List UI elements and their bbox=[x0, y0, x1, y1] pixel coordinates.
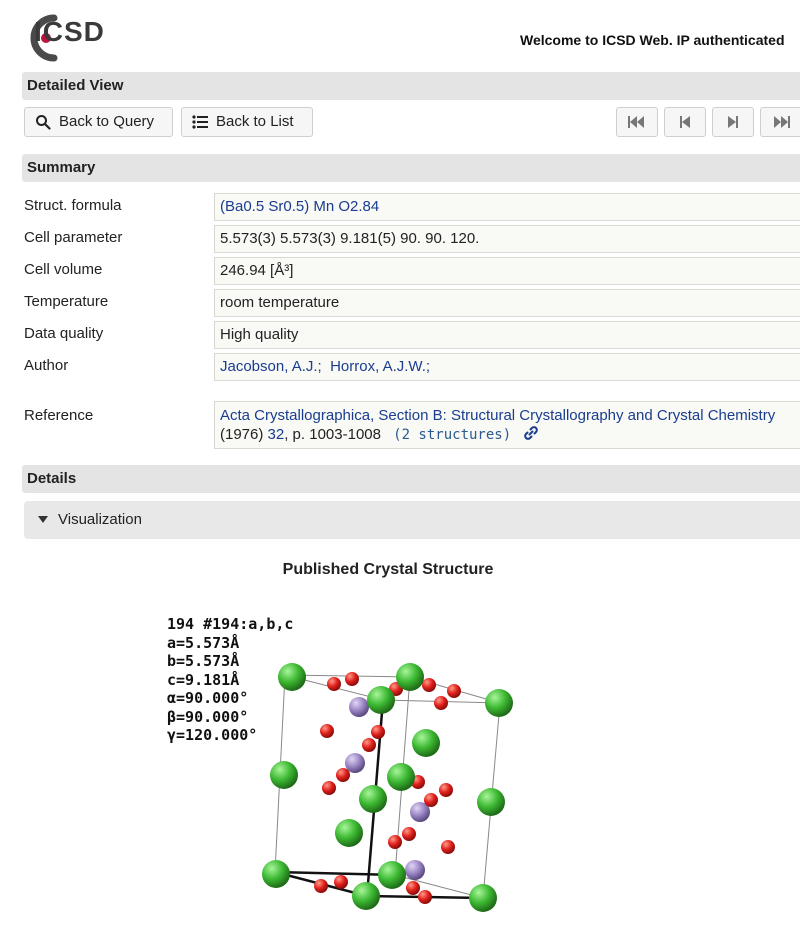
author-link-2[interactable]: Horrox, A.J.W.; bbox=[330, 358, 431, 375]
space-group-text: 194 #194:a,b,c bbox=[167, 615, 294, 633]
cell-volume-value: 246.94 [Å³] bbox=[214, 257, 800, 285]
previous-page-button[interactable] bbox=[664, 107, 706, 137]
details-header: Details bbox=[22, 465, 800, 493]
oxygen-atom bbox=[371, 725, 385, 739]
list-icon bbox=[192, 115, 208, 129]
visualization-title: Published Crystal Structure bbox=[282, 561, 494, 578]
oxygen-atom bbox=[362, 738, 376, 752]
manganese-atom bbox=[345, 753, 365, 773]
last-page-button[interactable] bbox=[760, 107, 800, 137]
visualization-toggle[interactable] bbox=[24, 501, 800, 539]
oxygen-atom bbox=[320, 724, 334, 738]
struct-formula-value[interactable]: (Ba0.5 Sr0.5) Mn O2.84 bbox=[214, 193, 800, 221]
last-page-icon bbox=[772, 116, 790, 128]
atoms-group bbox=[262, 663, 513, 912]
temperature-label: Temperature bbox=[24, 293, 109, 310]
oxygen-atom bbox=[345, 672, 359, 686]
previous-page-icon bbox=[679, 116, 691, 128]
oxygen-atom bbox=[388, 835, 402, 849]
author-link-1[interactable]: Jacobson, A.J.; bbox=[220, 358, 322, 375]
cell-a-text: a=5.573Å bbox=[167, 633, 240, 652]
oxygen-atom bbox=[447, 684, 461, 698]
brand-name: ICSD bbox=[34, 16, 105, 47]
link-icon[interactable] bbox=[523, 425, 539, 441]
temperature-value: room temperature bbox=[214, 289, 800, 317]
first-page-icon bbox=[628, 116, 646, 128]
cell-parameter-value: 5.573(3) 5.573(3) 9.181(5) 90. 90. 120. bbox=[214, 225, 800, 253]
oxygen-atom bbox=[327, 677, 341, 691]
next-page-icon bbox=[727, 116, 739, 128]
cell-parameter-label: Cell parameter bbox=[24, 229, 123, 246]
cation-atom bbox=[469, 884, 497, 912]
oxygen-atom bbox=[441, 840, 455, 854]
back-to-list-label: Back to List bbox=[216, 113, 294, 130]
reference-pages: , p. 1003-1008 bbox=[284, 426, 381, 443]
cation-atom bbox=[359, 785, 387, 813]
search-icon bbox=[35, 114, 51, 130]
cation-atom bbox=[262, 860, 290, 888]
cell-c-text: c=9.181Å bbox=[167, 670, 240, 689]
back-to-query-label: Back to Query bbox=[59, 113, 155, 130]
data-quality-label: Data quality bbox=[24, 325, 104, 342]
journal-link[interactable]: Acta Crystallographica, Section B: Structural Crystallography and Crystal Chemistry bbox=[220, 407, 776, 424]
oxygen-atom bbox=[314, 879, 328, 893]
crystal-structure-viewer[interactable] bbox=[255, 650, 525, 920]
next-page-button[interactable] bbox=[712, 107, 754, 137]
summary-header: Summary bbox=[22, 154, 800, 182]
oxygen-atom bbox=[439, 783, 453, 797]
oxygen-atom bbox=[422, 678, 436, 692]
oxygen-atom bbox=[322, 781, 336, 795]
oxygen-atom bbox=[336, 768, 350, 782]
first-page-button[interactable] bbox=[616, 107, 658, 137]
cation-atom bbox=[270, 761, 298, 789]
cell-b-text: b=5.573Å bbox=[167, 652, 240, 670]
oxygen-atom bbox=[418, 890, 432, 904]
back-to-list-button[interactable] bbox=[181, 107, 313, 137]
cation-atom bbox=[367, 686, 395, 714]
reference-label: Reference bbox=[24, 407, 94, 424]
cation-atom bbox=[387, 763, 415, 791]
author-label: Author bbox=[24, 357, 69, 374]
cell-beta-text: β=90.000° bbox=[167, 707, 249, 726]
cell-alpha-text: α=90.000° bbox=[167, 689, 249, 707]
manganese-atom bbox=[405, 860, 425, 880]
back-to-query-button[interactable] bbox=[24, 107, 173, 137]
reference-year: (1976) bbox=[220, 426, 264, 443]
oxygen-atom bbox=[334, 875, 348, 889]
cation-atom bbox=[278, 663, 306, 691]
reference-value bbox=[214, 401, 800, 449]
oxygen-atom bbox=[424, 793, 438, 807]
manganese-atom bbox=[349, 697, 369, 717]
reference-volume-link[interactable]: 32 bbox=[267, 426, 285, 443]
cation-atom bbox=[378, 861, 406, 889]
author-value bbox=[214, 353, 800, 381]
cation-atom bbox=[412, 729, 440, 757]
oxygen-atom bbox=[434, 696, 448, 710]
visualization-label: Visualization bbox=[58, 511, 142, 528]
cation-atom bbox=[396, 663, 424, 691]
structures-count-link[interactable]: (2 structures) bbox=[393, 427, 512, 443]
detailed-view-header: Detailed View bbox=[22, 72, 800, 100]
struct-formula-label: Struct. formula bbox=[24, 197, 122, 214]
cation-atom bbox=[485, 689, 513, 717]
welcome-message: Welcome to ICSD Web. IP authenticated bbox=[520, 32, 785, 48]
cell-volume-label: Cell volume bbox=[24, 261, 103, 278]
caret-down-icon bbox=[38, 516, 48, 524]
cell-gamma-text: γ=120.000° bbox=[167, 726, 258, 744]
cation-atom bbox=[335, 819, 363, 847]
cation-atom bbox=[352, 882, 380, 910]
oxygen-atom bbox=[402, 827, 416, 841]
axis-edge bbox=[275, 872, 395, 875]
oxygen-atom bbox=[406, 881, 420, 895]
cation-atom bbox=[477, 788, 505, 816]
data-quality-value: High quality bbox=[214, 321, 800, 349]
